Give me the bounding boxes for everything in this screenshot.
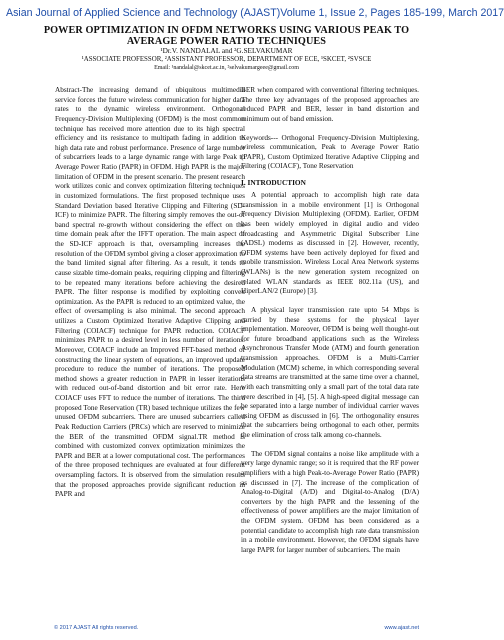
journal-name: Asian Journal of Applied Science and Technology (AJAST) xyxy=(6,7,281,19)
paper-title-line-2: AVERAGE POWER RATIO TECHNIQUES xyxy=(126,35,327,47)
right-column xyxy=(241,86,419,556)
intro-paragraph-1: A potential approach to accomplish high rate data transmission in a mobile environment [1] is Orthogonal Frequency Division Multiplexing (OFDM). Earlier, OFDM has been widely employed in digital audio and video broadcasting and Asymmetric Digital Subscriber Line (ADSL) modems as discussed in [2]. However, recently, OFDM systems have been actively deployed for fixed and mobile transmission. Wireless Local Area Network systems (WLANs) is the new generation system recognized on related WLAN standards as IEEE 802.11a (US), and HiperLAN/2 (Europe) [3]. xyxy=(241,191,419,296)
spacer xyxy=(241,441,419,450)
intro-paragraph-3: The OFDM signal contains a noise like amplitude with a very large dynamic range; so it is required that the RF power amplifiers with a high Peak-to-Average Power Ratio (PAPR) as discussed in [7]. The increase of the complication of Analog-to-Digital (A/D) and Digital-to-Analog (D/A) converters by the high PAPR and the lessening of the effectiveness of power amplifiers are the major limitation of the OFDM system. OFDM has been considered as a potential candidate to accomplish high rate data transmission in a mobile environment. However, the OFDM signals have large PAPR for larger number of subcarriers. The main xyxy=(241,449,419,554)
title-block xyxy=(40,26,413,72)
paper-title-line-1: POWER OPTIMIZATION IN OFDM NETWORKS USING VARIOUS PEAK TO xyxy=(43,25,410,36)
page-footer xyxy=(54,625,419,631)
section-heading-introduction: I. INTRODUCTION xyxy=(241,178,306,187)
abstract: Abstract-The increasing demand of ubiquitous multimedia service forces the future wireless communication for higher data rates to the dynamic wireless environment. Orthogonal Frequency-Division Multiplexing (OFDM) is the most common technique has received more attention due to its high spectral efficiency and its resistance to multipath fading in addition to high data rate and robust performance. Presence of large number of subcarriers leads to a large dynamic range with large Peak to Average Power Ratio (PAPR) in OFDM. High PAPR is the major limitation of OFDM in the present scenario. The present research work utilizes conic and convex optimization filtering techniques in customized formulations. The first proposed technique uses Standard Deviation based Iterative Clipping and Filtering (SD-ICF) to minimize PAPR. The filtering simply removes the out-of band spectral re-growth without considering the effect on the time domain peak after the IFFT operation. The main aspect of the SD-ICF approach is that, oversampling increases the resolution of the OFDM symbol giving a closer approximation to the band limited signal after filtering. As a result, it tends to cause sizable time-domain peaks, requiring clipping and filtering to be repeated many iterations before achieving the desired PAPR. The filter response is modified by exploiting convex optimization. As the PAPR is reduced to an optimized value, the effect of oversampling is also minimal. The second approach utilizes a Custom Optimized Iterative Adaptive Clipping and Filtering (COIACF) technique for PAPR reduction. COIACF minimizes PAPR to a desired level in less number of iterations. Moreover, COIACF include an Improved FFT-based method of constructing the linear system of equations, an improved update procedure to reduce the number of iterations. The proposed method shows a greater reduction in PAPR in lesser iterations with reduced out-of-band distortion and bit error rate. Here COIACF uses FFT to reduce the number of iterations. The third proposed Tone Reservation (TR) based technique utilizes the few unused OFDM subcarriers. There are unused subcarriers called Peak Reduction Carriers (PRCs) which are reserved to minimize the BER of the transmitted OFDM signal.TR method is combined with customized convex optimization minimizes the PAPR and BER at a lower computational cost. The performances of the three proposed techniques are evaluated at four different oversampling factors. It is observed from the simulation results that the proposed approaches provide significant reduction in PAPR and xyxy=(55,86,245,499)
journal-issue: Volume 1, Issue 2, Pages 185-199, March 2017 xyxy=(280,7,504,19)
spacer xyxy=(241,297,419,306)
footer-website[interactable]: www.ajast.net xyxy=(384,625,419,631)
footer-copyright: © 2017 AJAST All rights reserved. xyxy=(54,625,139,631)
abstract-continued: BER when compared with conventional filtering techniques. The three key advantages of the proposed approaches are reduced PAPR and BER, lesser in band distortion and minimum out of band emission. xyxy=(241,86,419,123)
spacer xyxy=(241,125,419,134)
left-column xyxy=(55,86,245,500)
keywords: Keywords--- Orthogonal Frequency-Division Multiplexing, wireless communication, Peak to Average Power Ratio (PAPR), Custom Optimized Iterative Adaptive Clipping and Filtering (COIACF), Tone Reservation xyxy=(241,133,419,171)
author-email: Email: ¹nandalal@skcet.ac.in, ²selvakumargeee@gmail.com xyxy=(154,64,299,71)
journal-header-line xyxy=(6,7,504,19)
paper-title xyxy=(40,26,413,47)
affiliation: ¹ASSOCIATE PROFESSOR, ²ASSISTANT PROFESSOR, DEPARTMENT OF ECE, ¹SKCET, ²SVSCE xyxy=(81,55,372,63)
authors: ¹Dr.V. NANDALAL and ²G.SELVAKUMAR xyxy=(160,46,293,56)
intro-paragraph-2: A physical layer transmission rate upto 54 Mbps is carried by these systems for the physical layer implementation. Moreover, OFDM is being well thought-out for future broadband applications such as the Wireless Asynchronous Transfer Mode (ATM) and fourth generation transmission approaches. OFDM is a Multi-Carrier Modulation (MCM) scheme, in which corresponding several data streams are transmitted at the same time over a channel, with each transmitting only a small part of the total data rate were described in [4], [5]. A high-speed digital message can be separated into a large number of individual carrier waves using OFDM as discussed in [6]. The orthogonality ensures that the subcarriers being orthogonal to each other, permits the elimination of cross talk among co-channels. xyxy=(241,305,419,439)
